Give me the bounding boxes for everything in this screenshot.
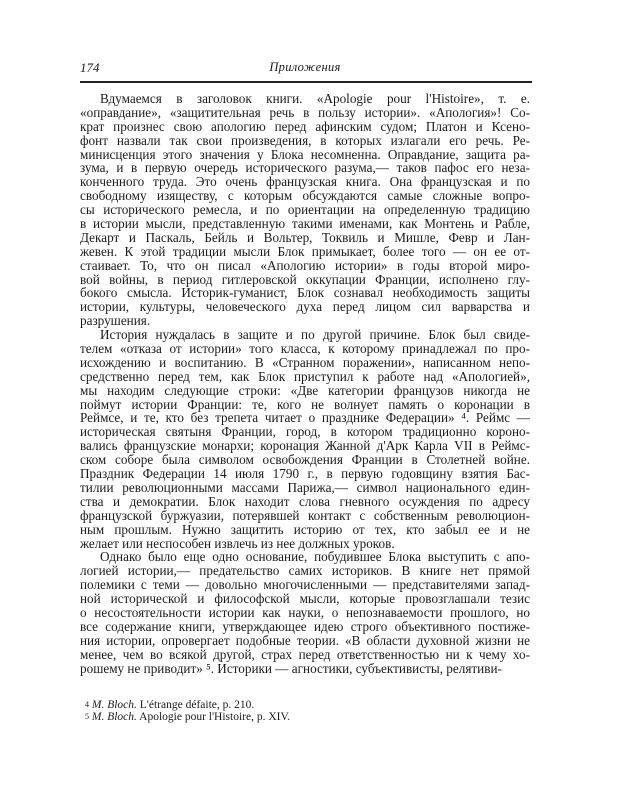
text-line: средственно перед тем, как Блок приступил к работе над «Апологией», [80,368,530,384]
footnote-mark: 5 [85,712,89,721]
text-line: ным прошлым. Нужно защитить историю от тех, кто забыл ее и не [80,521,530,537]
text-line: Вдумаемся в заголовок книги. «Apologie pour l'Histoire», т. е. [100,91,530,106]
text-line: История нуждалась в защите и по другой причине. Блок был свиде- [100,327,530,343]
text-line: ния истории, опровергает подобные теории. «В области духовной жизни не [80,632,530,648]
text-line: фонт назвали так свои произведения, в которых излагали его речь. Ре- [80,132,530,148]
text-line: минисценция этого значения у Блока несомненна. Оправдание, защита ра- [80,146,530,162]
text-line: тилии революционными массами Парижа,— символ национального един- [80,479,530,495]
text-line: о несостоятельности истории как науки, о непознаваемости прошлого, но [80,604,530,620]
text-line: мы находим следующие строки: «Две категории французов никогда не [80,382,530,398]
footnote-5 [85,711,290,723]
text-line: разрушения. [80,313,151,329]
text-line: телем «отказа от истории» того класса, к которому принадлежал по про- [80,341,530,357]
text-line: стаивает. То, что он писал «Апологию истории» в годы второй миро- [80,257,530,273]
paragraph [80,92,530,328]
text-line: логией истории,— предательство самих историков. В книге нет прямой [80,563,530,579]
text-line: Декарт и Паскаль, Бейль и Вольтер, Токвиль и Мишле, Февр и Лан- [80,229,530,245]
text-line: сы исторического ремесла, и по ориентации на определенную традицию [80,202,530,218]
footnote-author: M. Bloch. [91,711,137,723]
text-line: Праздник Федерации 14 июля 1790 г., в первую годовщину взятия Бас- [80,466,530,482]
text-line: жевен. К этой традиции мысли Блок примыкает, более того — он ее от- [80,243,530,259]
text-line: рошему не приводит» ⁵. Историки — агностики, субъективисты, релятиви- [80,660,502,676]
text-line: крат произнес свою апологию перед афинским судом; Платон и Ксено- [80,118,530,134]
text-line: истории, культуры, человеческого духа перед лицом сил варварства и [80,299,530,315]
paragraph [80,550,530,675]
text-line: менее, чем во всякой другой, страх перед ответственностью ни к чему хо- [80,646,530,662]
text-line: исхождению и воспитанию. В «Странном поражении», написанном непо- [80,354,530,370]
text-line: историческая святыня Франции, город, в котором традиционно короно- [80,424,530,440]
text-line: Реймсе, и те, кто без трепета читает о празднике Федерации» ⁴. Реймс — [80,410,530,426]
text-line: поймут истории Франции: те, кого не волнует память о коронации в [80,396,530,412]
text-line: вались французские монархи; коронация Жанной д'Арк Карла VII в Реймс- [80,438,530,454]
text-line: желает или неспособен извлечь из нее должных уроков. [80,535,395,551]
page-number: 174 [80,60,100,75]
footnote-text: L'étrange défaite, p. 210. [139,699,255,711]
paragraph [80,328,530,550]
text-line: свободному изяществу, с которым обсуждаются самые сложные вопро- [80,188,530,204]
text-line: ства и демократии. Блок находит слова гневного осуждения по адресу [80,493,530,509]
footnote-author: M. Bloch. [91,699,137,711]
text-line: бокого смысла. Историк-гуманист, Блок сознавал необходимость защиты [80,285,530,301]
text-line: Однако было еще одно основание, побудившее Блока выступить с апо- [100,549,530,565]
text-line: «оправдание», «защитительная речь в пользу истории». «Апология»! Со- [80,104,530,120]
text-line: вой войны, в период гитлеровской оккупации Франции, исполнено глу- [80,271,530,287]
footnote-mark: 4 [85,700,89,709]
text-line: ной исторической и философской мысли, которые провозглашали тезис [80,591,530,607]
body-text [80,92,530,675]
text-line: зума, и в первую очередь исторического разума,— таков пафос его неза- [80,160,530,176]
header-rule [80,81,532,83]
text-line: ском соборе была символом освобождения Франции в Столетней войне. [80,452,530,468]
text-line: все содержание книги, утверждающее идею строго объективного постиже- [80,618,530,634]
text-line: французской буржуазии, потерявшей контакт с собственным революцион- [80,507,530,523]
text-line: конченного труда. Это очень французская книга. Она французская и по [80,174,530,190]
text-line: в истории мысли, представленную такими именами, как Монтень и Рабле, [80,216,530,232]
footnote-4 [85,699,254,711]
text-line: полемики с теми — довольно многочисленными — представителями запад- [80,577,530,593]
running-title: Приложения [269,60,341,74]
footnote-text: Apologie pour l'Histoire, p. XIV. [139,711,291,723]
